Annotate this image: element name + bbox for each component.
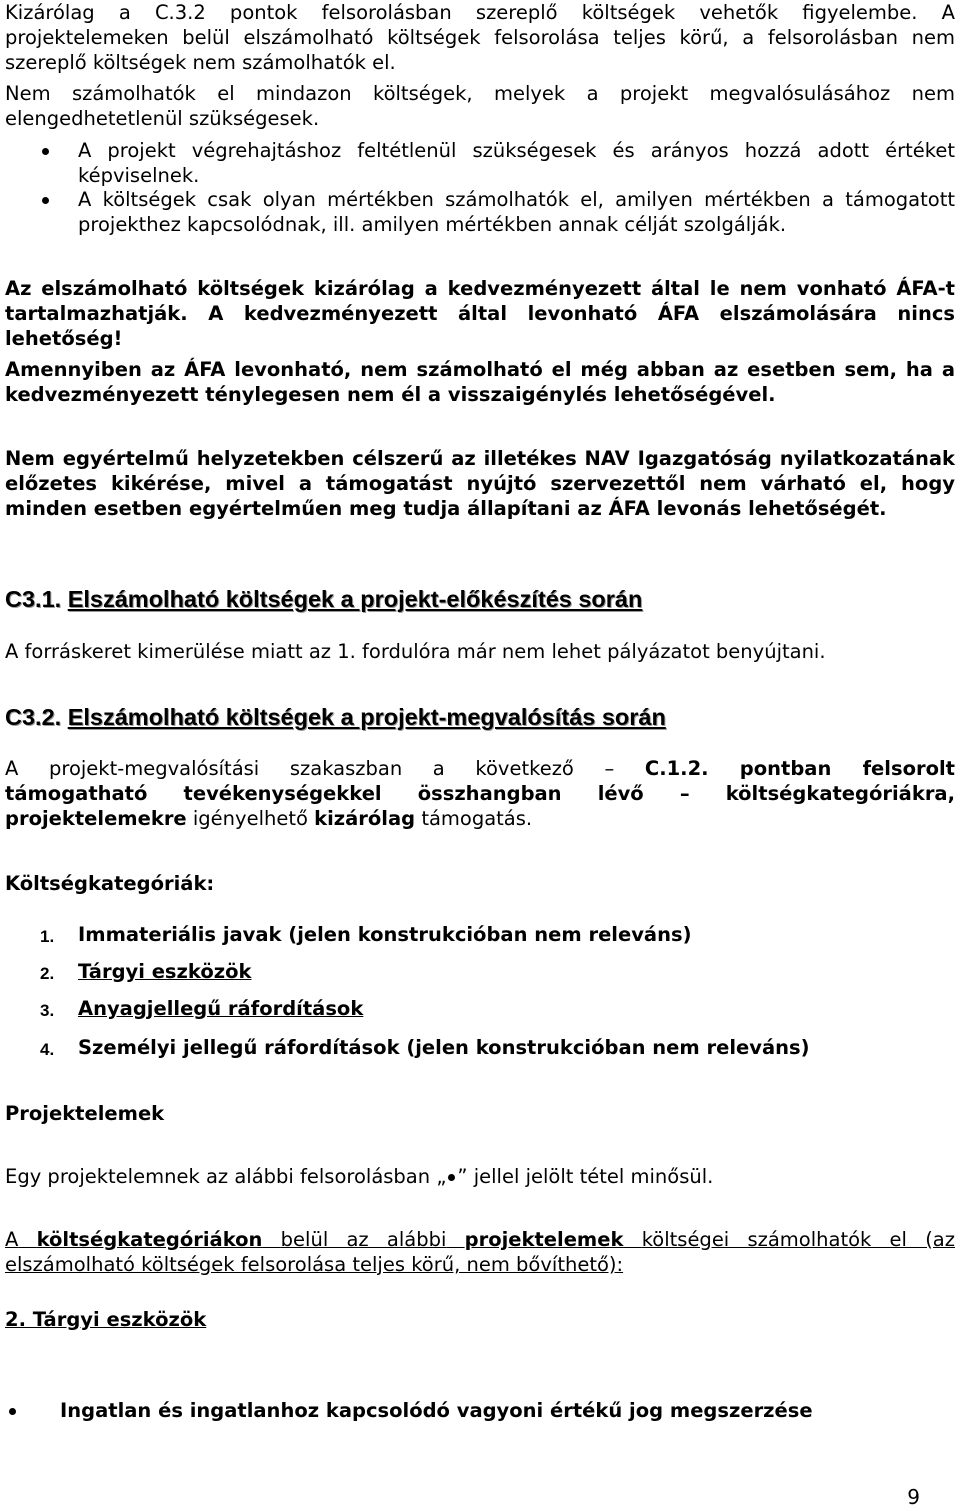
projektelem-item: Ingatlan és ingatlanhoz kapcsolódó vagyoni értékű jog megszerzése xyxy=(60,1399,813,1422)
bullet-dot-icon xyxy=(42,197,49,204)
category-item-3: Anyagjellegű ráfordítások xyxy=(78,997,364,1020)
category-number: 3. xyxy=(40,1001,55,1020)
projektelemek-definition: Egy projektelemnek az alábbi felsorolásban „ ” jellel jelölt tétel minősül. xyxy=(5,1165,714,1188)
section-heading-c31 xyxy=(5,584,642,614)
categories-heading: Költségkategóriák: xyxy=(5,872,215,895)
intro-paragraph-2: Nem számolhatók el mindazon költségek, melyek a projekt megvalósulásához nem elengedhetetlenül szükségesek. xyxy=(5,82,955,130)
subsection-heading: 2. Tárgyi eszközök xyxy=(5,1308,207,1331)
category-item-1: Immateriális javak (jelen konstrukcióban nem releváns) xyxy=(78,923,692,946)
section-number: C3.2. xyxy=(5,704,62,730)
section-title: Elszámolható költségek a projekt-megvalósítás során xyxy=(67,704,666,730)
section-title: Elszámolható költségek a projekt-előkészítés során xyxy=(67,586,643,612)
section-c32-line-3: projektelemekre igényelhető kizárólag támogatás. xyxy=(5,807,533,830)
category-number: 1. xyxy=(40,927,55,946)
section-c31-text: A forráskeret kimerülése miatt az 1. fordulóra már nem lehet pályázatot benyújtani. xyxy=(5,640,826,663)
category-number: 4. xyxy=(40,1040,55,1059)
page-number: 9 xyxy=(907,1485,920,1509)
bullet-dot-icon xyxy=(42,148,49,155)
projektelemek-heading: Projektelemek xyxy=(5,1102,165,1125)
bullet-item-2: A költségek csak olyan mértékben számolhatók el, amilyen mértékben a támogatott projekthez kapcsolódnak, ill. amilyen mértékben annak célját szolgálják. xyxy=(78,188,955,236)
section-heading-c32 xyxy=(5,702,666,732)
vat-paragraph-3: Nem egyértelmű helyzetekben célszerű az illetékes NAV Igazgatóság nyilatkozatának előzetes kikérése, mivel a támogatást nyújtó szervezettől nem várható el, hogy minden esetben egyértelműen meg tudja állapítani az ÁFA levonás lehetőségét. xyxy=(5,447,955,520)
intro-paragraph-1: Kizárólag a C.3.2 pontok felsorolásban szereplő költségek vehetők figyelembe. A projektelemeken belül elszámolható költségek felsorolása teljes körű, a felsorolásban nem szereplő költségek nem számolhatók el. xyxy=(5,1,955,74)
category-item-2: Tárgyi eszközök xyxy=(78,960,252,983)
section-c32-line-1: A projekt-megvalósítási szakaszban a következő – C.1.2. pontban felsorolt xyxy=(5,757,955,780)
bullet-item-1: A projekt végrehajtáshoz feltétlenül szükségesek és arányos hozzá adott értéket képviselnek. xyxy=(78,139,955,187)
bullet-dot-icon xyxy=(448,1174,455,1181)
bullet-dot-icon xyxy=(9,1408,16,1415)
projektelemek-scope: A költségkategóriákon belül az alábbi projektelemek költségei számolhatók el (az elszámolható költségek felsorolása teljes körű, nem bővíthető): xyxy=(5,1228,955,1276)
vat-paragraph-2: Amennyiben az ÁFA levonható, nem számolható el még abban az esetben sem, ha a kedvezményezett ténylegesen nem él a visszaigénylés lehetőségével. xyxy=(5,358,955,406)
section-c32-line-2: támogatható tevékenységekkel összhangban lévő – költségkategóriákra, xyxy=(5,782,955,805)
vat-paragraph-1: Az elszámolható költségek kizárólag a kedvezményezett által le nem vonható ÁFA-t tartalmazhatják. A kedvezményezett által levonható ÁFA elszámolására nincs lehetőség! xyxy=(5,277,955,350)
category-number: 2. xyxy=(40,964,55,983)
section-number: C3.1. xyxy=(5,586,62,612)
category-item-4: Személyi jellegű ráfordítások (jelen konstrukcióban nem releváns) xyxy=(78,1036,810,1059)
